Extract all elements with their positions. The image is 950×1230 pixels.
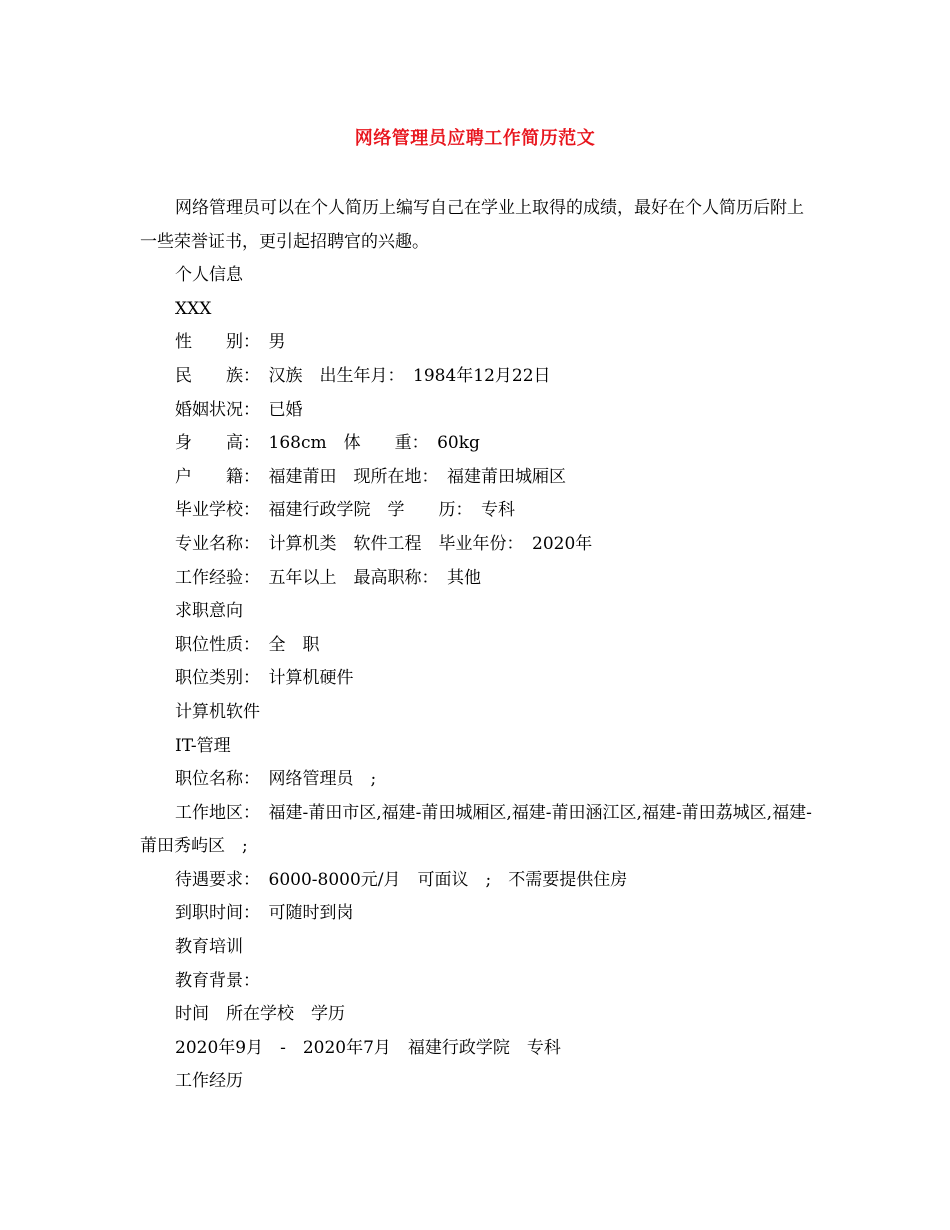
intro-paragraph: 网络管理员可以在个人简历上编写自己在学业上取得的成绩，最好在个人简历后附上一些荣誉证书，更引起招聘官的兴趣。 bbox=[140, 198, 804, 252]
ethnicity-birth-line: 民 族： 汉族 出生年月： 1984年12月22日 bbox=[175, 365, 551, 386]
job-title-line: 职位名称： 网络管理员 ; bbox=[175, 769, 377, 790]
job-category-line-3: IT-管理 bbox=[175, 735, 231, 756]
education-background-label: 教育背景： bbox=[175, 970, 260, 991]
job-category-line: 职位类别： 计算机硬件 bbox=[175, 668, 354, 689]
education-entry: 2020年9月 - 2020年7月 福建行政学院 专科 bbox=[175, 1037, 561, 1058]
marital-status-line: 婚姻状况： 已婚 bbox=[175, 399, 303, 420]
job-category-line-2: 计算机软件 bbox=[175, 701, 260, 722]
job-nature-line: 职位性质： 全 职 bbox=[175, 634, 320, 655]
hometown-location-line: 户 籍： 福建莆田 现所在地： 福建莆田城厢区 bbox=[175, 466, 566, 487]
height-weight-line: 身 高： 168cm 体 重： 60kg bbox=[175, 433, 480, 454]
start-time-line: 到职时间： 可随时到岗 bbox=[175, 903, 354, 924]
section-heading-personal-info: 个人信息 bbox=[175, 265, 243, 286]
major-graduation-line: 专业名称： 计算机类 软件工程 毕业年份： 2020年 bbox=[175, 533, 593, 554]
school-degree-line: 毕业学校： 福建行政学院 学 历： 专科 bbox=[175, 500, 515, 521]
gender-line: 性 别： 男 bbox=[175, 332, 286, 353]
section-heading-education: 教育培训 bbox=[175, 937, 243, 958]
section-heading-work-experience: 工作经历 bbox=[175, 1071, 243, 1092]
section-heading-job-intention: 求职意向 bbox=[175, 601, 243, 622]
document-title: 网络管理员应聘工作简历范文 bbox=[354, 128, 596, 149]
document-body bbox=[140, 192, 814, 1099]
experience-title-line: 工作经验： 五年以上 最高职称： 其他 bbox=[175, 567, 481, 588]
work-area-line: 工作地区： 福建-莆田市区,福建-莆田城厢区,福建-莆田涵江区,福建-莆田荔城区,福建-莆田秀屿区 ; bbox=[140, 802, 812, 857]
education-table-header: 时间 所在学校 学历 bbox=[175, 1004, 345, 1025]
salary-line: 待遇要求： 6000-8000元/月 可面议 ; 不需要提供住房 bbox=[175, 869, 628, 890]
name-line: XXX bbox=[175, 298, 212, 319]
